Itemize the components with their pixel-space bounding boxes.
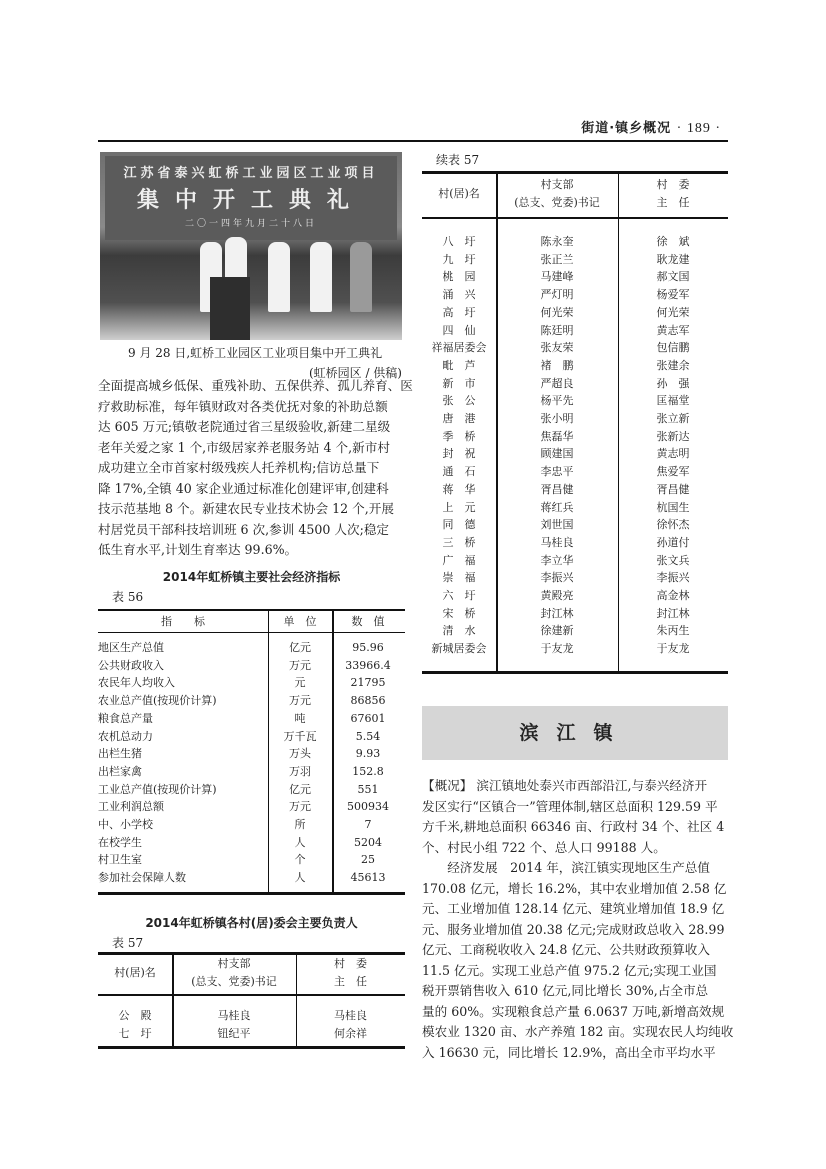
row-village-name: 新城居委会 xyxy=(431,642,487,656)
row-secretary: 封江林 xyxy=(540,606,574,620)
row-village-name: 崇 福 xyxy=(442,571,476,585)
header-secretary: 村支部 xyxy=(540,178,574,191)
row-value: 45613 xyxy=(350,871,386,885)
row-village-name: 高 圩 xyxy=(442,305,476,319)
row-director: 朱丙生 xyxy=(656,624,690,638)
table-rule xyxy=(422,171,728,174)
row-indicator: 参加社会保障人数 xyxy=(98,871,186,885)
section-title: 滨江镇 xyxy=(519,722,631,744)
row-director: 耿龙建 xyxy=(656,252,690,266)
row-director: 张建余 xyxy=(656,358,690,372)
text-line: 11.5 亿元。实现工业总产值 975.2 亿元;实现工业国 xyxy=(422,962,717,978)
text-line: 模农业 1320 亩、水产养殖 182 亩。实现农民人均纯收 xyxy=(422,1024,734,1039)
table-rule xyxy=(422,671,728,674)
row-unit: 万元 xyxy=(289,658,311,672)
row-value: 5.54 xyxy=(355,729,381,743)
row-value: 67601 xyxy=(350,711,386,725)
header-village-name: 村(居)名 xyxy=(438,187,480,200)
row-village-name: 七 圩 xyxy=(118,1026,152,1040)
row-village-name: 公 殿 xyxy=(118,1009,152,1022)
table57-label: 表 57 xyxy=(112,936,144,950)
header-secretary-sub: (总支、党委)书记 xyxy=(191,975,277,988)
row-director: 高金林 xyxy=(656,589,690,602)
text-line: 降 17%,全镇 40 家企业通过标准化创建评审,创建科 xyxy=(98,480,389,496)
row-value: 551 xyxy=(357,782,379,796)
banner-line: 集中开工典礼 xyxy=(136,188,365,213)
table56 xyxy=(98,609,405,895)
person-figure xyxy=(350,242,372,312)
row-director: 徐怀杰 xyxy=(656,518,690,532)
row-unit: 万羽 xyxy=(289,764,311,778)
row-director: 孙 强 xyxy=(656,376,690,390)
text-line: 经济发展 2014 年，滨江镇实现地区生产总值 xyxy=(422,860,710,875)
header-indicator: 指 标 xyxy=(161,615,205,628)
text-line: 老年关爱之家 1 个,市级居家养老服务站 4 个,新市村 xyxy=(98,439,390,455)
row-value: 7 xyxy=(364,818,372,831)
text-line: 170.08 亿元，增长 16.2%，其中农业增加值 2.58 亿 xyxy=(422,880,727,896)
row-secretary: 黄殿亮 xyxy=(540,589,574,602)
row-village-name: 桃 园 xyxy=(442,270,476,284)
person-figure xyxy=(268,242,290,312)
foundation-stone xyxy=(210,277,250,340)
row-director: 孙道付 xyxy=(656,535,690,549)
row-unit: 人 xyxy=(294,871,306,885)
row-secretary: 张正兰 xyxy=(540,252,574,266)
row-secretary: 焦磊华 xyxy=(540,429,574,443)
text-line: 达 605 万元;镇敬老院通过省三星级验收,新建二星级 xyxy=(98,419,391,434)
row-secretary: 张小明 xyxy=(540,412,574,425)
row-indicator: 工业总产值(按现价计算) xyxy=(98,782,217,796)
row-indicator: 出栏家禽 xyxy=(98,764,142,778)
row-secretary: 褚 鹏 xyxy=(540,358,574,372)
row-unit: 所 xyxy=(294,818,306,831)
header-director-sub: 主 任 xyxy=(334,975,367,988)
row-value: 500934 xyxy=(347,800,389,814)
table-rule xyxy=(98,609,405,611)
body-paragraph-binjiang xyxy=(422,776,732,1063)
row-director: 封江林 xyxy=(656,606,690,620)
row-village-name: 毗 芦 xyxy=(442,358,476,372)
row-secretary: 何光荣 xyxy=(540,305,574,319)
header-unit: 单 位 xyxy=(283,615,317,628)
row-director: 杨爱军 xyxy=(656,288,690,302)
row-secretary: 蒋红兵 xyxy=(540,500,574,514)
row-secretary: 严灯明 xyxy=(540,288,574,302)
text-line: 疗救助标准，每年镇财政对各类优抚对象的补助总额 xyxy=(98,398,388,414)
text-line: 技示范基地 8 个。新建农民专业技术协会 12 个,开展 xyxy=(98,501,394,516)
row-village-name: 宋 桥 xyxy=(442,606,476,620)
row-value: 5204 xyxy=(354,835,382,849)
table56-title: 2014年虹桥镇主要社会经济指标 xyxy=(162,570,341,584)
row-village-name: 八 圩 xyxy=(442,235,476,248)
row-village-name: 六 圩 xyxy=(442,589,476,602)
row-value: 9.93 xyxy=(355,747,381,761)
row-village-name: 祥福居委会 xyxy=(431,341,487,355)
body-paragraph xyxy=(98,376,413,561)
photo-credit: (虹桥园区 / 供稿) xyxy=(308,366,402,380)
row-secretary: 钮纪平 xyxy=(217,1026,251,1040)
row-director: 于友龙 xyxy=(656,642,690,656)
row-village-name: 广 福 xyxy=(442,553,476,567)
row-director: 何余祥 xyxy=(334,1026,367,1040)
row-unit: 人 xyxy=(294,835,306,849)
row-secretary: 马建峰 xyxy=(540,270,574,284)
row-director: 张新达 xyxy=(656,429,690,443)
table-rule xyxy=(98,632,405,633)
section-name: 街道·镇乡概况 xyxy=(581,121,672,136)
table56-label: 表 56 xyxy=(112,590,144,604)
row-director: 匡福堂 xyxy=(656,394,690,408)
row-director: 包信鹏 xyxy=(656,341,690,355)
table-rule xyxy=(98,994,405,996)
row-director: 黄志军 xyxy=(656,323,690,337)
table-rule xyxy=(98,892,405,895)
row-secretary: 陈永奎 xyxy=(540,235,574,248)
row-director: 李振兴 xyxy=(656,571,690,585)
table57-cont-label: 续表 57 xyxy=(436,153,480,167)
row-unit: 万头 xyxy=(289,747,311,761)
text-line: 村居党员干部科技培训班 6 次,参训 4500 人次;稳定 xyxy=(98,521,390,537)
row-unit: 吨 xyxy=(294,711,306,725)
text-line: 【概况】 滨江镇地处泰兴市西部沿江,与泰兴经济开 xyxy=(422,778,708,793)
row-secretary: 徐建新 xyxy=(540,624,574,638)
row-unit: 个 xyxy=(294,853,306,867)
row-indicator: 粮食总产量 xyxy=(98,711,153,725)
row-indicator: 地区生产总值 xyxy=(98,641,164,654)
row-indicator: 出栏生猪 xyxy=(98,747,142,761)
section-heading-box xyxy=(422,706,728,760)
row-indicator: 工业利润总额 xyxy=(98,800,164,814)
person-figure xyxy=(310,242,332,312)
row-indicator: 农民年人均收入 xyxy=(98,676,175,690)
row-value: 21795 xyxy=(350,676,386,690)
row-secretary: 严超良 xyxy=(540,376,574,390)
row-value: 86856 xyxy=(350,694,386,708)
row-village-name: 季 桥 xyxy=(442,429,476,443)
text-line: 入 16630 元，同比增长 12.9%，高出全市平均水平 xyxy=(422,1044,716,1060)
header-director: 村 委 xyxy=(656,178,690,191)
row-indicator: 公共财政收入 xyxy=(98,658,164,672)
header-secretary: 村支部 xyxy=(217,957,251,970)
text-line: 发区实行“区镇合一”管理体制,辖区总面积 129.59 平 xyxy=(422,798,718,814)
row-secretary: 顾建国 xyxy=(540,447,574,461)
row-director: 郝文国 xyxy=(656,270,690,284)
row-village-name: 通 石 xyxy=(442,465,476,479)
row-village-name: 新 市 xyxy=(442,376,476,390)
row-secretary: 刘世国 xyxy=(540,518,574,532)
row-secretary: 张友荣 xyxy=(540,341,574,355)
row-director: 黄志明 xyxy=(656,447,690,461)
banner-line: 二〇一四年九月二十八日 xyxy=(184,219,317,229)
row-director: 杭国生 xyxy=(656,500,690,514)
row-director: 胥昌健 xyxy=(656,482,690,496)
row-secretary: 马桂良 xyxy=(217,1009,251,1022)
table57-title: 2014年虹桥镇各村(居)委会主要负责人 xyxy=(145,916,358,930)
row-unit: 万千瓦 xyxy=(283,729,317,743)
text-line: 全面提高城乡低保、重残补助、五保供养、孤儿养育、医 xyxy=(98,378,413,393)
row-secretary: 杨平先 xyxy=(540,394,574,408)
header-rule xyxy=(98,140,728,142)
row-village-name: 唐 港 xyxy=(442,412,476,425)
row-indicator: 农机总动力 xyxy=(98,729,153,743)
text-line: 亿元、工商税收收入 24.8 亿元、公共财政预算收入 xyxy=(422,942,710,957)
row-indicator: 中、小学校 xyxy=(98,818,153,831)
row-unit: 万元 xyxy=(289,800,311,814)
header-village-name: 村(居)名 xyxy=(114,966,156,979)
row-village-name: 四 仙 xyxy=(442,323,476,337)
row-secretary: 马桂良 xyxy=(540,535,574,549)
row-director: 马桂良 xyxy=(334,1009,367,1022)
table57 xyxy=(98,952,405,1049)
table-rule xyxy=(98,1046,405,1049)
header-secretary-sub: (总支、党委)书记 xyxy=(514,196,600,209)
text-line: 元、工业增加值 128.14 亿元、建筑业增加值 18.9 亿 xyxy=(422,901,725,916)
row-secretary: 胥昌健 xyxy=(540,482,574,496)
text-line: 量的 60%。实现粮食总产量 6.0637 万吨,新增高效规 xyxy=(422,1003,725,1019)
row-village-name: 蒋 华 xyxy=(442,482,476,496)
row-village-name: 三 桥 xyxy=(442,535,476,549)
row-value: 33966.4 xyxy=(345,658,391,672)
row-director: 张立新 xyxy=(656,412,690,425)
row-secretary: 陈廷明 xyxy=(540,323,574,337)
row-village-name: 同 德 xyxy=(442,518,476,532)
row-village-name: 封 祝 xyxy=(442,447,476,461)
row-director: 焦爱军 xyxy=(656,465,690,479)
row-indicator: 村卫生室 xyxy=(98,853,142,867)
ceremony-photo xyxy=(100,152,402,340)
row-village-name: 九 圩 xyxy=(442,252,476,266)
text-line: 方千米,耕地总面积 66346 亩、行政村 34 个、社区 4 xyxy=(422,819,725,834)
running-header xyxy=(581,117,721,137)
row-unit: 亿元 xyxy=(289,641,311,654)
row-secretary: 李振兴 xyxy=(540,571,574,585)
page-number: · 189 · xyxy=(676,121,721,136)
table-rule xyxy=(98,952,405,955)
header-value: 数 值 xyxy=(351,615,385,628)
row-secretary: 李忠平 xyxy=(540,465,574,479)
row-indicator: 在校学生 xyxy=(98,835,142,849)
photo-caption: 9 月 28 日,虹桥工业园区工业项目集中开工典礼 xyxy=(128,346,383,360)
row-director: 张文兵 xyxy=(656,553,690,567)
row-director: 徐 斌 xyxy=(656,235,690,248)
row-indicator: 农业总产值(按现价计算) xyxy=(98,694,217,708)
text-line: 税开票销售收入 610 亿元,同比增长 30%,占全市总 xyxy=(422,983,709,998)
row-value: 152.8 xyxy=(352,764,384,778)
table-rule xyxy=(422,217,728,219)
header-director: 村 委 xyxy=(334,957,367,970)
row-secretary: 李立华 xyxy=(540,553,574,567)
row-village-name: 张 公 xyxy=(442,394,476,408)
row-value: 25 xyxy=(361,853,375,867)
row-secretary: 于友龙 xyxy=(540,642,574,656)
row-unit: 万元 xyxy=(289,694,311,708)
row-value: 95.96 xyxy=(352,641,384,654)
text-line: 个、村民小组 722 个、总人口 99188 人。 xyxy=(422,839,666,855)
row-village-name: 清 水 xyxy=(442,624,476,638)
text-line: 元、服务业增加值 20.38 亿元;完成财政总收入 28.99 xyxy=(422,921,725,937)
row-village-name: 上 元 xyxy=(442,500,476,514)
row-director: 何光荣 xyxy=(656,305,690,319)
row-unit: 亿元 xyxy=(289,782,311,796)
banner-line: 江苏省泰兴虹桥工业园区工业项目 xyxy=(123,166,379,181)
header-director-sub: 主 任 xyxy=(656,196,690,209)
text-line: 低生育水平,计划生育率达 99.6%。 xyxy=(98,542,298,557)
photo-banner xyxy=(105,156,397,240)
text-line: 成功建立全市首家村级残疾人托养机构;信访总量下 xyxy=(98,460,380,475)
row-village-name: 涌 兴 xyxy=(442,288,476,302)
table57-continued xyxy=(422,171,728,674)
row-unit: 元 xyxy=(294,676,306,690)
